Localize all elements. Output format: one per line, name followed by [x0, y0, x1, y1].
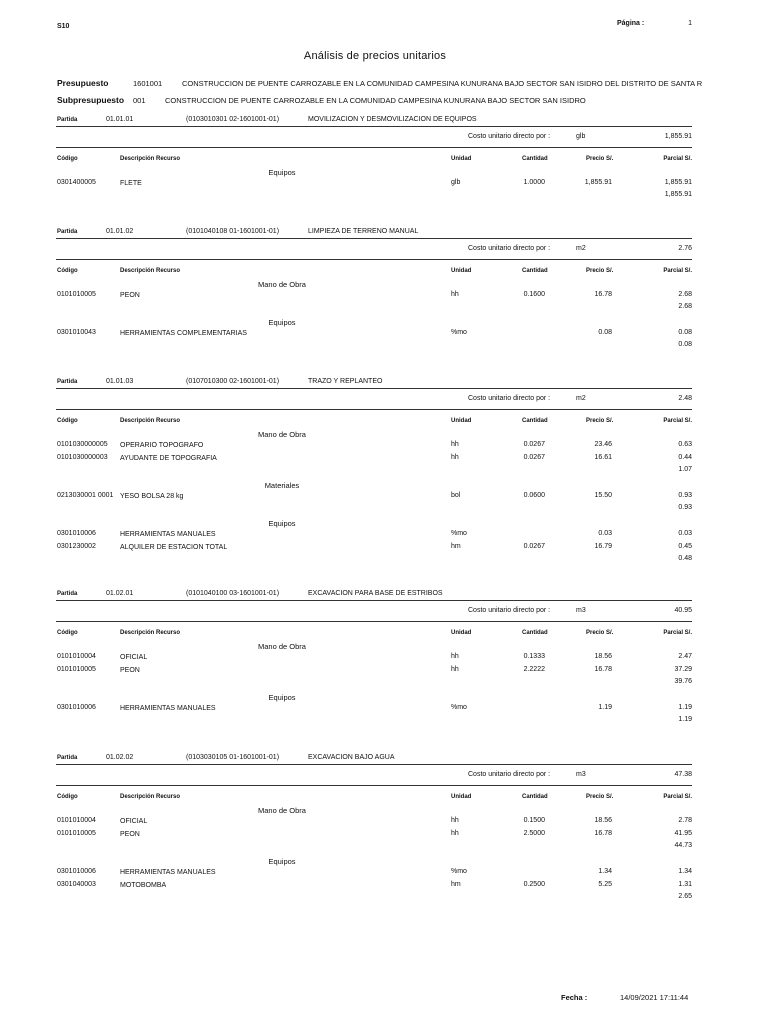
resource-unit: hh: [451, 817, 459, 824]
partida-name: EXCAVACION PARA BASE DE ESTRIBOS: [308, 590, 443, 597]
resource-qty: 0.2500: [523, 881, 545, 888]
costo-divider: [56, 147, 692, 148]
resource-desc: HERRAMIENTAS MANUALES: [120, 869, 216, 876]
col-parcial: Parcial S/.: [663, 156, 692, 162]
resource-code: 0101010005: [57, 666, 96, 673]
resource-unit: hh: [451, 441, 459, 448]
resource-unit: hh: [451, 830, 459, 837]
col-precio: Precio S/.: [586, 156, 614, 162]
subpresupuesto-label: Subpresupuesto: [57, 95, 125, 105]
resource-unit: hh: [451, 454, 459, 461]
resource-qty: 0.0600: [523, 492, 545, 499]
costo-value: 47.38: [674, 771, 692, 778]
resource-partial: 0.44: [678, 454, 692, 461]
resource-qty: 0.0267: [523, 441, 545, 448]
resource-price: 18.56: [594, 653, 612, 660]
costo-value: 2.76: [678, 245, 692, 252]
col-unidad: Unidad: [451, 794, 472, 800]
resource-qty: 0.1500: [523, 817, 545, 824]
costo-value: 40.95: [674, 607, 692, 614]
group-title: Mano de Obra: [258, 806, 306, 815]
resource-desc: MOTOBOMBA: [120, 882, 167, 889]
costo-unit: glb: [576, 133, 586, 140]
col-unidad: Unidad: [451, 630, 472, 636]
group-title: Mano de Obra: [258, 642, 306, 651]
resource-price: 16.61: [594, 454, 612, 461]
footer-date-label: Fecha :: [561, 993, 588, 1002]
costo-value: 2.48: [678, 395, 692, 402]
partida-label: Partida: [57, 117, 78, 123]
partida-name: MOVILIZACION Y DESMOVILIZACION DE EQUIPOS: [308, 116, 477, 123]
resource-code: 0213030001 0001: [57, 492, 114, 499]
resource-qty: 2.5000: [523, 830, 545, 837]
resource-desc: HERRAMIENTAS MANUALES: [120, 531, 216, 538]
partida-code: 01.01.02: [106, 228, 134, 235]
resource-code: 0101010004: [57, 817, 96, 824]
page-number: 1: [688, 20, 692, 27]
resource-unit: %mo: [451, 530, 467, 537]
partida-name: TRAZO Y REPLANTEO: [308, 378, 383, 385]
col-unidad: Unidad: [451, 156, 472, 162]
resource-price: 1.34: [598, 868, 612, 875]
resource-code: 0301010006: [57, 868, 96, 875]
partida-divider: [56, 238, 692, 239]
resource-qty: 0.1333: [523, 653, 545, 660]
resource-desc: YESO BOLSA 28 kg: [120, 493, 184, 500]
resource-partial: 1.31: [678, 881, 692, 888]
resource-desc: HERRAMIENTAS MANUALES: [120, 705, 216, 712]
partida-name: LIMPIEZA DE TERRENO MANUAL: [308, 228, 419, 235]
partida-divider: [56, 126, 692, 127]
costo-divider: [56, 259, 692, 260]
group-title: Equipos: [268, 693, 296, 702]
resource-partial: 2.47: [678, 653, 692, 660]
resource-unit: hh: [451, 291, 459, 298]
resource-qty: 0.1600: [523, 291, 545, 298]
presupuesto-label: Presupuesto: [57, 78, 109, 88]
partida-code: 01.01.03: [106, 378, 134, 385]
col-cantidad: Cantidad: [522, 156, 548, 162]
col-codigo: Código: [57, 156, 78, 162]
group-subtotal: 2.65: [678, 893, 692, 900]
group-subtotal: 1.19: [678, 716, 692, 723]
resource-price: 1.19: [598, 704, 612, 711]
costo-unit: m3: [576, 607, 586, 614]
col-codigo: Código: [57, 794, 78, 800]
resource-code: 0301010006: [57, 530, 96, 537]
resource-unit: hh: [451, 666, 459, 673]
col-parcial: Parcial S/.: [663, 794, 692, 800]
costo-unit: m3: [576, 771, 586, 778]
report-code: S10: [57, 23, 70, 30]
costo-label: Costo unitario directo por :: [468, 245, 551, 252]
costo-unit: m2: [576, 245, 586, 252]
resource-partial: 1,855.91: [664, 179, 692, 186]
partida-ref: (0103030105 01-1601001-01): [186, 754, 280, 761]
col-codigo: Código: [57, 630, 78, 636]
resource-partial: 2.68: [678, 291, 692, 298]
col-unidad: Unidad: [451, 418, 472, 424]
resource-code: 0101030000003: [57, 454, 108, 461]
partida-ref: (0101040108 01-1601001-01): [186, 228, 280, 235]
resource-desc: PEON: [120, 831, 140, 838]
group-title: Mano de Obra: [258, 280, 306, 289]
resource-unit: hm: [451, 881, 461, 888]
col-cantidad: Cantidad: [522, 418, 548, 424]
resource-partial: 41.95: [674, 830, 692, 837]
group-subtotal: 39.76: [674, 678, 692, 685]
page-title: Análisis de precios unitarios: [303, 50, 447, 62]
costo-label: Costo unitario directo por :: [468, 133, 551, 140]
resource-partial: 0.93: [678, 492, 692, 499]
group-title: Equipos: [268, 519, 296, 528]
partida-name: EXCAVACION BAJO AGUA: [308, 754, 395, 761]
resource-price: 15.50: [594, 492, 612, 499]
col-cantidad: Cantidad: [522, 268, 548, 274]
col-descripcion: Descripción Recurso: [120, 794, 181, 800]
group-title: Equipos: [268, 168, 296, 177]
resource-partial: 0.08: [678, 329, 692, 336]
col-precio: Precio S/.: [586, 268, 614, 274]
col-descripcion: Descripción Recurso: [120, 268, 181, 274]
resource-price: 1,855.91: [584, 179, 612, 186]
resource-unit: hm: [451, 543, 461, 550]
presupuesto-code: 1601001: [133, 79, 163, 88]
resource-price: 5.25: [598, 881, 612, 888]
resource-code: 0101010005: [57, 830, 96, 837]
costo-divider: [56, 409, 692, 410]
costo-divider: [56, 785, 692, 786]
resource-partial: 2.78: [678, 817, 692, 824]
resource-desc: FLETE: [120, 180, 142, 187]
col-cantidad: Cantidad: [522, 630, 548, 636]
resource-qty: 0.0267: [523, 454, 545, 461]
partida-code: 01.02.01: [106, 590, 134, 597]
partida-label: Partida: [57, 755, 78, 761]
resource-code: 0101010005: [57, 291, 96, 298]
col-cantidad: Cantidad: [522, 794, 548, 800]
resource-desc: HERRAMIENTAS COMPLEMENTARIAS: [120, 330, 247, 337]
resource-partial: 1.34: [678, 868, 692, 875]
resource-code: 0101030000005: [57, 441, 108, 448]
group-subtotal: 0.48: [678, 555, 692, 562]
footer-date: 14/09/2021 17:11:44: [620, 993, 689, 1002]
resource-partial: 37.29: [674, 666, 692, 673]
resource-qty: 0.0267: [523, 543, 545, 550]
group-subtotal: 44.73: [674, 842, 692, 849]
costo-label: Costo unitario directo por :: [468, 771, 551, 778]
group-subtotal: 1,855.91: [664, 191, 692, 198]
resource-code: 0301040003: [57, 881, 96, 888]
resource-qty: 2.2222: [523, 666, 545, 673]
partida-code: 01.01.01: [106, 116, 134, 123]
col-parcial: Parcial S/.: [663, 268, 692, 274]
partida-label: Partida: [57, 229, 78, 235]
col-parcial: Parcial S/.: [663, 418, 692, 424]
col-descripcion: Descripción Recurso: [120, 418, 181, 424]
resource-code: 0301400005: [57, 179, 96, 186]
col-unidad: Unidad: [451, 268, 472, 274]
resource-unit: hh: [451, 653, 459, 660]
resource-price: 16.79: [594, 543, 612, 550]
partida-label: Partida: [57, 379, 78, 385]
resource-partial: 0.03: [678, 530, 692, 537]
resource-unit: %mo: [451, 704, 467, 711]
resource-unit: %mo: [451, 868, 467, 875]
group-subtotal: 1.07: [678, 466, 692, 473]
resource-desc: OFICIAL: [120, 818, 148, 825]
resource-desc: OFICIAL: [120, 654, 148, 661]
resource-price: 0.08: [598, 329, 612, 336]
resource-qty: 1.0000: [523, 179, 545, 186]
resource-desc: PEON: [120, 667, 140, 674]
resource-price: 16.78: [594, 830, 612, 837]
resource-desc: PEON: [120, 292, 140, 299]
resource-price: 16.78: [594, 666, 612, 673]
group-subtotal: 0.93: [678, 504, 692, 511]
resource-unit: bol: [451, 492, 461, 499]
group-title: Equipos: [268, 857, 296, 866]
partida-ref: (0107010300 02-1601001-01): [186, 378, 280, 385]
subpresupuesto-code: 001: [133, 96, 146, 105]
partida-ref: (0101040100 03-1601001-01): [186, 590, 280, 597]
resource-desc: OPERARIO TOPOGRAFO: [120, 442, 204, 449]
resource-price: 18.56: [594, 817, 612, 824]
resource-unit: glb: [451, 179, 461, 186]
col-precio: Precio S/.: [586, 630, 614, 636]
resource-partial: 1.19: [678, 704, 692, 711]
resource-code: 0301230002: [57, 543, 96, 550]
group-title: Equipos: [268, 318, 296, 327]
group-subtotal: 2.68: [678, 303, 692, 310]
page-label: Página :: [617, 20, 645, 27]
col-parcial: Parcial S/.: [663, 630, 692, 636]
resource-code: 0101010004: [57, 653, 96, 660]
col-precio: Precio S/.: [586, 794, 614, 800]
partida-divider: [56, 600, 692, 601]
resource-partial: 0.45: [678, 543, 692, 550]
partida-divider: [56, 764, 692, 765]
costo-unit: m2: [576, 395, 586, 402]
partida-divider: [56, 388, 692, 389]
col-descripcion: Descripción Recurso: [120, 630, 181, 636]
partida-label: Partida: [57, 591, 78, 597]
col-precio: Precio S/.: [586, 418, 614, 424]
partida-ref: (0103010301 02-1601001-01): [186, 116, 280, 123]
costo-label: Costo unitario directo por :: [468, 395, 551, 402]
resource-desc: AYUDANTE DE TOPOGRAFIA: [120, 455, 217, 462]
resource-price: 0.03: [598, 530, 612, 537]
col-codigo: Código: [57, 268, 78, 274]
costo-value: 1,855.91: [664, 133, 692, 140]
resource-price: 16.78: [594, 291, 612, 298]
resource-unit: %mo: [451, 329, 467, 336]
subpresupuesto-desc: CONSTRUCCION DE PUENTE CARROZABLE EN LA COMUNIDAD CAMPESINA KUNURANA BAJO SECTOR SAN ISIDRO: [165, 96, 586, 105]
costo-divider: [56, 621, 692, 622]
col-codigo: Código: [57, 418, 78, 424]
resource-code: 0301010006: [57, 704, 96, 711]
group-title: Mano de Obra: [258, 430, 306, 439]
group-subtotal: 0.08: [678, 341, 692, 348]
resource-partial: 0.63: [678, 441, 692, 448]
presupuesto-desc: CONSTRUCCION DE PUENTE CARROZABLE EN LA COMUNIDAD CAMPESINA KUNURANA BAJO SECTOR SAN ISIDRO DEL DISTRITO DE SANTA R: [182, 79, 703, 88]
resource-code: 0301010043: [57, 329, 96, 336]
partida-code: 01.02.02: [106, 754, 134, 761]
resource-price: 23.46: [594, 441, 612, 448]
group-title: Materiales: [264, 481, 300, 490]
col-descripcion: Descripción Recurso: [120, 156, 181, 162]
resource-desc: ALQUILER DE ESTACION TOTAL: [120, 544, 228, 551]
costo-label: Costo unitario directo por :: [468, 607, 551, 614]
